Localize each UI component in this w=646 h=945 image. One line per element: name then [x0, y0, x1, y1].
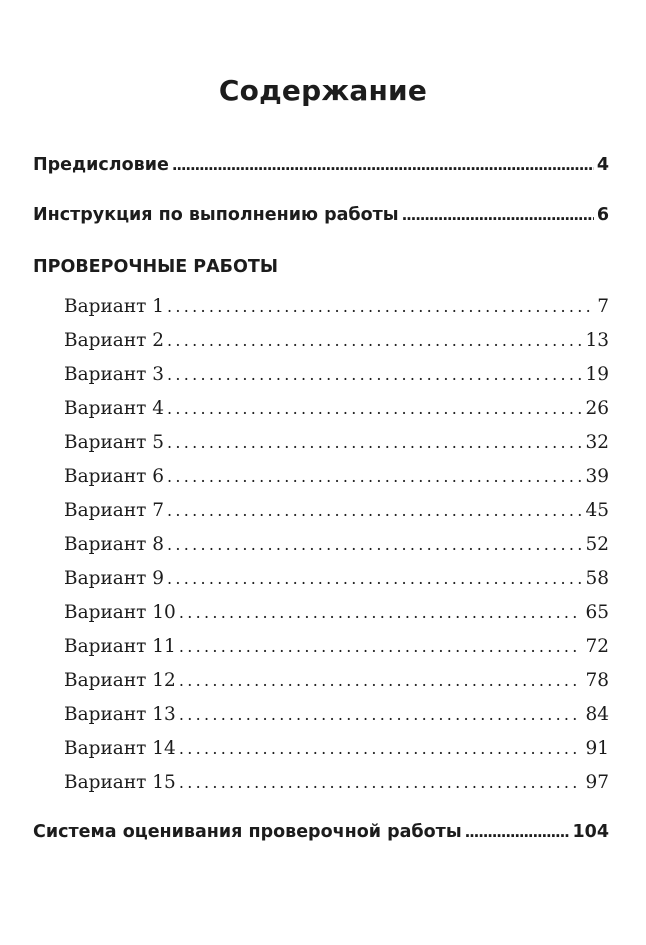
toc-entry-instructions — [33, 205, 609, 225]
dot-leader — [167, 433, 582, 452]
toc-entry-label: Вариант 5 — [64, 432, 165, 453]
toc-entry-variant — [64, 704, 609, 725]
toc-entry-variant — [64, 534, 609, 555]
toc-entry-page: 6 — [596, 205, 609, 225]
dot-leader — [179, 671, 583, 690]
toc-entry-label: Вариант 4 — [64, 398, 165, 419]
dot-leader — [172, 156, 594, 174]
toc-entry-page: 72 — [585, 636, 609, 657]
toc-entry-page: 104 — [572, 822, 609, 842]
toc-entry-page: 65 — [585, 602, 609, 623]
toc-entry-label: Предисловие — [33, 155, 169, 175]
dot-leader — [167, 535, 582, 554]
dot-leader — [179, 603, 583, 622]
toc-entry-page: 19 — [585, 364, 609, 385]
toc-entry-page: 52 — [585, 534, 609, 555]
toc-entry-variant — [64, 398, 609, 419]
toc-entry-variant — [64, 568, 609, 589]
toc-entry-label: Вариант 8 — [64, 534, 165, 555]
dot-leader — [179, 637, 583, 656]
toc-entry-label: Вариант 7 — [64, 500, 165, 521]
toc-entry-page: 32 — [585, 432, 609, 453]
dot-leader — [179, 705, 583, 724]
toc-entry-variant — [64, 296, 609, 317]
dot-leader — [402, 206, 594, 224]
toc-entry-variant — [64, 500, 609, 521]
toc-entry-label: Вариант 1 — [64, 296, 165, 317]
dot-leader — [167, 331, 582, 350]
dot-leader — [167, 365, 582, 384]
toc-entry-variant — [64, 364, 609, 385]
toc-entry-page: 97 — [585, 772, 609, 793]
dot-leader — [167, 467, 582, 486]
toc-entry-grading-system — [33, 822, 609, 842]
dot-leader — [167, 569, 582, 588]
dot-leader — [167, 399, 582, 418]
toc-entry-label: Система оценивания проверочной работы — [33, 822, 462, 842]
toc-entry-label: Вариант 6 — [64, 466, 165, 487]
toc-entry-preface — [33, 155, 609, 175]
toc-entry-label: Вариант 14 — [64, 738, 176, 759]
toc-entry-variant — [64, 602, 609, 623]
toc-entry-variant — [64, 330, 609, 351]
toc-entry-variant — [64, 738, 609, 759]
toc-entry-page: 26 — [585, 398, 609, 419]
toc-entry-label: Вариант 13 — [64, 704, 176, 725]
toc-entry-label: Вариант 3 — [64, 364, 165, 385]
toc-entry-label: Вариант 2 — [64, 330, 165, 351]
toc-entry-page: 58 — [585, 568, 609, 589]
toc-entry-variant — [64, 466, 609, 487]
toc-entry-page: 39 — [585, 466, 609, 487]
toc-entry-variant — [64, 432, 609, 453]
toc-entry-page: 78 — [585, 670, 609, 691]
dot-leader — [167, 297, 594, 316]
toc-entry-label: Вариант 10 — [64, 602, 176, 623]
toc-entry-page: 91 — [585, 738, 609, 759]
toc-entry-page: 45 — [585, 500, 609, 521]
toc-entry-page: 4 — [596, 155, 609, 175]
toc-entry-page: 84 — [585, 704, 609, 725]
toc-entry-variant — [64, 670, 609, 691]
toc-entry-label: Вариант 9 — [64, 568, 165, 589]
toc-entry-page: 7 — [597, 296, 609, 317]
page-title: Содержание — [218, 74, 428, 107]
toc-entry-variant — [64, 772, 609, 793]
dot-leader — [179, 739, 583, 758]
dot-leader — [465, 823, 570, 841]
toc-entry-label: Инструкция по выполнению работы — [33, 205, 399, 225]
toc-entry-label: Вариант 11 — [64, 636, 176, 657]
toc-entry-label: Вариант 15 — [64, 772, 176, 793]
dot-leader — [179, 773, 583, 792]
section-heading: ПРОВЕРОЧНЫЕ РАБОТЫ — [33, 257, 278, 277]
toc-entry-label: Вариант 12 — [64, 670, 176, 691]
dot-leader — [167, 501, 582, 520]
toc-entry-page: 13 — [585, 330, 609, 351]
toc-entry-variant — [64, 636, 609, 657]
